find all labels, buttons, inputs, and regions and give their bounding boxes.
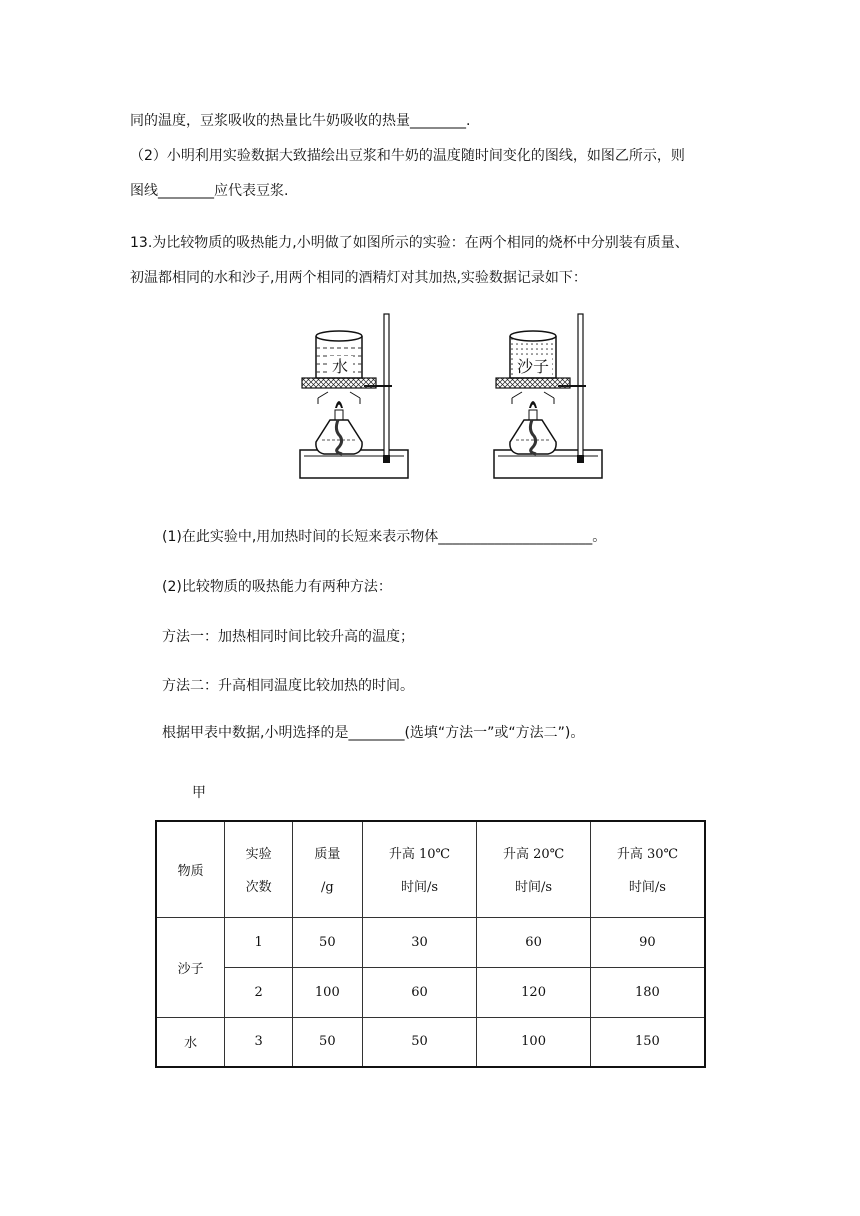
header-rise-10-top: 升高 10℃: [388, 847, 451, 863]
header-rise-30-bottom: 时间/s: [628, 880, 666, 896]
cell-trial: 1: [225, 917, 293, 967]
left-apparatus: [300, 314, 408, 478]
header-trial-top: 实验: [245, 847, 272, 863]
text-line-1: 同的温度，豆浆吸收的热量比牛奶吸收的热量________.: [130, 113, 471, 129]
question-13-part-2: (2)比较物质的吸热能力有两种方法：: [162, 579, 392, 595]
table-row: [156, 917, 705, 967]
cell-substance-sand: 沙子: [156, 917, 225, 1017]
table-row: [156, 967, 705, 1017]
cell-trial: 2: [225, 967, 293, 1017]
experiment-apparatus-figure: [296, 312, 616, 492]
cell-t10: 30: [362, 917, 477, 967]
cell-t10: 50: [362, 1017, 477, 1067]
method-two: 方法二：升高相同温度比较加热的时间。: [162, 678, 414, 694]
header-trial: [225, 821, 293, 917]
header-mass: [292, 821, 362, 917]
header-rise-20: [477, 821, 591, 917]
question-13-line-1: 13.为比较物质的吸热能力,小明做了如图所示的实验：在两个相同的烧杯中分别装有质量、: [130, 235, 689, 251]
table-caption: 甲: [192, 785, 206, 801]
cell-mass: 100: [292, 967, 362, 1017]
question-13-line-2: 初温都相同的水和沙子,用两个相同的酒精灯对其加热,实验数据记录如下：: [130, 270, 587, 286]
cell-trial: 3: [225, 1017, 293, 1067]
cell-t30: 150: [590, 1017, 705, 1067]
table-header-row: [156, 821, 705, 917]
header-rise-20-bottom: 时间/s: [515, 880, 553, 896]
header-mass-bottom: /g: [320, 880, 334, 896]
method-one: 方法一：加热相同时间比较升高的温度；: [162, 629, 414, 645]
water-label: 水: [331, 357, 349, 376]
header-trial-bottom: 次数: [245, 880, 272, 896]
question-13-part-1: (1)在此实验中,用加热时间的长短来表示物体______________________。: [162, 529, 607, 545]
cell-mass: 50: [292, 1017, 362, 1067]
cell-t20: 120: [477, 967, 591, 1017]
header-rise-10: [362, 821, 477, 917]
right-apparatus: [494, 314, 602, 478]
cell-t20: 100: [477, 1017, 591, 1067]
header-rise-10-bottom: 时间/s: [400, 880, 439, 896]
header-mass-top: 质量: [314, 847, 341, 863]
question-13-part-3: 根据甲表中数据,小明选择的是________(选填“方法一”或“方法二”)。: [162, 725, 585, 741]
header-rise-30: [590, 821, 705, 917]
cell-t20: 60: [477, 917, 591, 967]
text-line-3: 图线________应代表豆浆.: [130, 183, 289, 199]
header-substance: 物质: [156, 821, 225, 917]
cell-t30: 90: [590, 917, 705, 967]
cell-mass: 50: [292, 917, 362, 967]
table-row: [156, 1017, 705, 1067]
text-line-2: （2）小明利用实验数据大致描绘出豆浆和牛奶的温度随时间变化的图线，如图乙所示，则: [130, 148, 685, 164]
cell-t10: 60: [362, 967, 477, 1017]
cell-t30: 180: [590, 967, 705, 1017]
sand-label: 沙子: [516, 357, 550, 376]
data-table: [155, 820, 706, 1068]
cell-substance-water: 水: [156, 1017, 225, 1067]
header-rise-20-top: 升高 20℃: [502, 847, 565, 863]
header-rise-30-top: 升高 30℃: [616, 847, 679, 863]
